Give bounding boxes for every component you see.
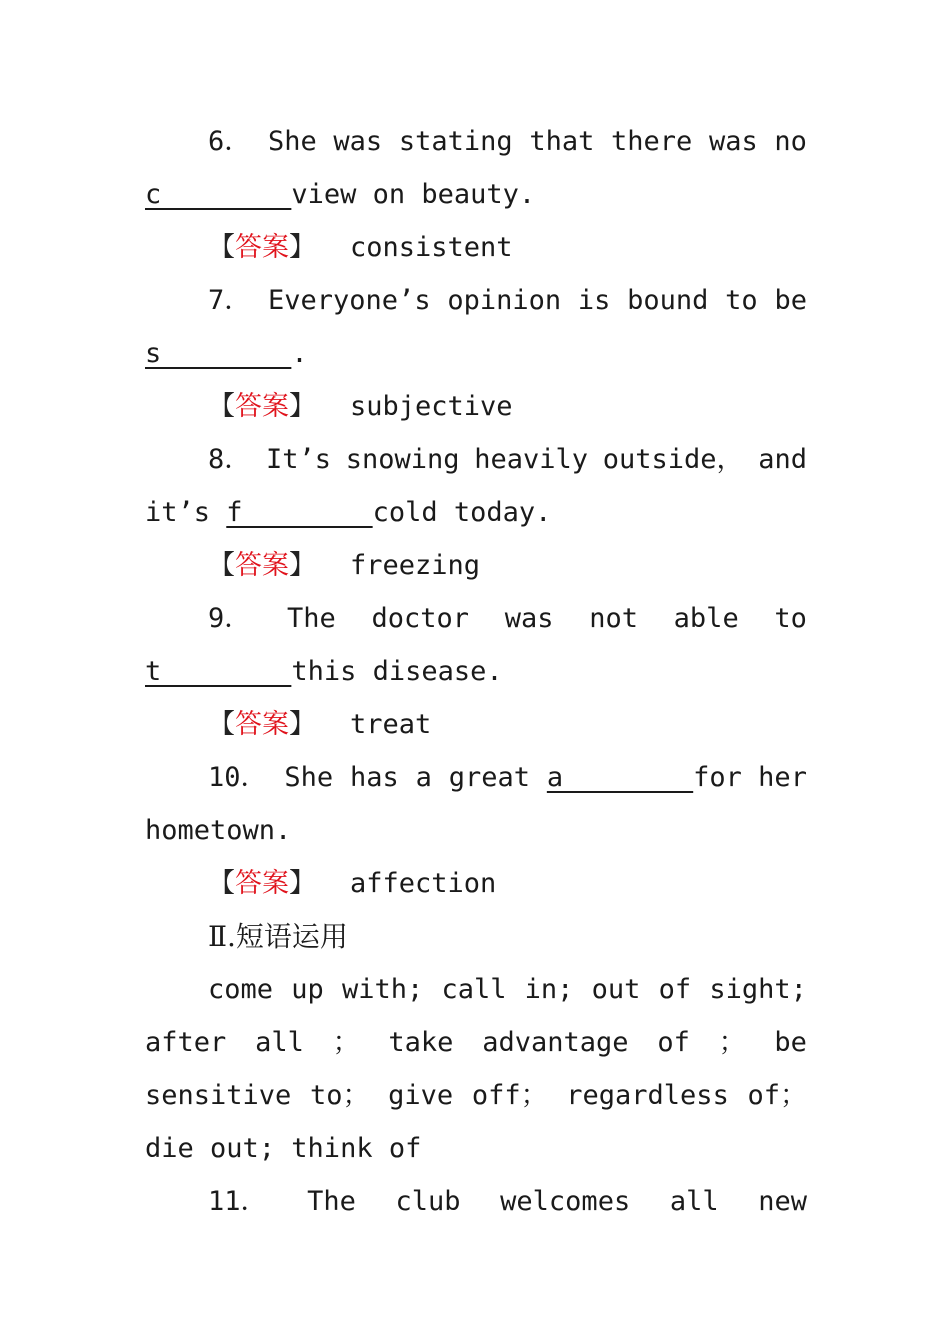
q11-word: welcomes	[500, 1186, 631, 1217]
q9-word: able	[673, 603, 739, 634]
q8-rest: cold today.	[372, 497, 552, 528]
q10-blank-group	[547, 751, 807, 804]
q9-line1	[145, 592, 807, 645]
phrase-line4-text: die out; think of	[145, 1133, 422, 1164]
answer-bracket-right: 】	[289, 868, 316, 899]
phrase-word: off；	[471, 1080, 548, 1111]
phrase-bank-line4	[145, 1122, 807, 1175]
q9-answer	[145, 698, 807, 751]
answer-bracket-right: 】	[289, 391, 316, 422]
q7-word: opinion	[447, 285, 562, 316]
q7-blank: s________	[145, 338, 292, 369]
q7-word: to	[725, 285, 758, 316]
phrase-word: regardless	[566, 1080, 729, 1111]
q6-word: 6．	[208, 126, 252, 157]
q6-word: no	[774, 126, 807, 157]
q10-line1	[145, 751, 807, 804]
answer-bracket-left: 【	[208, 709, 235, 740]
q10-line2-text: hometown.	[145, 815, 292, 846]
q8-line2	[145, 486, 807, 539]
phrase-word: come	[208, 974, 274, 1005]
q6-word: She	[267, 126, 317, 157]
q8-pre: it’s	[145, 497, 227, 528]
q10-word: great	[448, 762, 530, 793]
q6-line2	[145, 168, 807, 221]
answer-label: 答案	[235, 709, 289, 740]
answer-label: 答案	[235, 391, 289, 422]
answer-label: 答案	[235, 232, 289, 263]
q6-word: was	[333, 126, 383, 157]
q10-word: 10．	[208, 762, 268, 793]
q8-blank: f________	[226, 497, 373, 528]
phrase-word: call	[441, 974, 507, 1005]
section-heading	[145, 910, 807, 963]
phrase-word: advantage	[482, 1027, 629, 1058]
answer-text: subjective	[350, 391, 513, 422]
phrase-word: after	[145, 1027, 227, 1058]
q10-answer	[145, 857, 807, 910]
answer-bracket-right: 】	[289, 709, 316, 740]
q8-word: 8．	[208, 444, 252, 475]
q11-word: 11．	[208, 1186, 268, 1217]
q7-line1	[145, 274, 807, 327]
q10-after-blank: for her	[693, 762, 807, 793]
q6-blank: c________	[145, 179, 292, 210]
phrase-word: sensitive	[145, 1080, 292, 1111]
q7-word: is	[577, 285, 611, 316]
phrase-word: with;	[341, 974, 424, 1005]
q6-word: stating	[398, 126, 513, 157]
phrase-word: of；	[747, 1080, 807, 1111]
q7-answer	[145, 380, 807, 433]
phrase-bank-line2	[145, 1016, 807, 1069]
phrase-word: give	[388, 1080, 454, 1111]
answer-bracket-left: 【	[208, 391, 235, 422]
answer-bracket-left: 【	[208, 550, 235, 581]
answer-text: freezing	[350, 550, 481, 581]
phrase-word: of	[658, 974, 692, 1005]
answer-bracket-right: 】	[289, 550, 316, 581]
q7-rest: .	[291, 338, 308, 369]
q6-answer	[145, 221, 807, 274]
phrase-word: out	[591, 974, 641, 1005]
q11-word: club	[395, 1186, 461, 1217]
q6-word: was	[708, 126, 758, 157]
answer-bracket-left: 【	[208, 232, 235, 263]
phrase-word: be	[774, 1027, 807, 1058]
q9-word: to	[774, 603, 807, 634]
answer-label: 答案	[235, 550, 289, 581]
phrase-word: all	[255, 1027, 304, 1058]
q8-word: heavily	[474, 444, 588, 475]
phrase-bank-line1	[145, 963, 807, 1016]
q10-word: has	[349, 762, 399, 793]
q11-line1	[145, 1175, 807, 1228]
phrase-word: ；	[332, 1027, 360, 1058]
phrase-word: take	[388, 1027, 454, 1058]
q6-rest: view on beauty.	[291, 179, 536, 210]
q11-word: The	[307, 1186, 356, 1217]
q9-word: doctor	[371, 603, 469, 634]
answer-bracket-left: 【	[208, 868, 235, 899]
phrase-word: sight;	[709, 974, 807, 1005]
q9-rest: this disease.	[291, 656, 503, 687]
answer-bracket-right: 】	[289, 232, 316, 263]
q7-word: Everyone’s	[268, 285, 431, 316]
q10-word: a	[415, 762, 432, 793]
phrase-word: in;	[524, 974, 574, 1005]
q7-word: 7．	[208, 285, 252, 316]
q9-word: The	[286, 603, 336, 634]
answer-text: consistent	[350, 232, 513, 263]
q8-word: snowing	[345, 444, 460, 475]
document-page	[145, 115, 807, 1228]
phrase-word: of	[657, 1027, 690, 1058]
phrase-bank-line3	[145, 1069, 807, 1122]
q6-word: that	[529, 126, 595, 157]
q6-line1	[145, 115, 807, 168]
q8-line1	[145, 433, 807, 486]
answer-label: 答案	[235, 868, 289, 899]
q10-line2	[145, 804, 807, 857]
q7-word: bound	[627, 285, 709, 316]
phrase-word: to；	[309, 1080, 370, 1111]
q11-word: new	[758, 1186, 807, 1217]
q9-word: not	[589, 603, 638, 634]
q9-line2	[145, 645, 807, 698]
q8-answer	[145, 539, 807, 592]
phrase-word: up	[291, 974, 324, 1005]
q6-word: there	[611, 126, 693, 157]
q7-word: be	[774, 285, 807, 316]
q9-word: was	[504, 603, 554, 634]
q11-word: all	[669, 1186, 719, 1217]
q8-word: and	[758, 444, 807, 475]
q10-blank: a________	[546, 762, 694, 793]
phrase-word: ；	[718, 1027, 746, 1058]
q10-word: She	[284, 762, 334, 793]
q9-word: 9．	[208, 603, 252, 634]
answer-text: treat	[350, 709, 432, 740]
section-heading-text: Ⅱ.短语运用	[208, 920, 348, 953]
q9-blank: t________	[145, 656, 292, 687]
answer-text: affection	[350, 868, 497, 899]
q8-word: It’s	[265, 444, 331, 475]
q7-line2	[145, 327, 807, 380]
q8-word: outside，	[602, 444, 744, 475]
